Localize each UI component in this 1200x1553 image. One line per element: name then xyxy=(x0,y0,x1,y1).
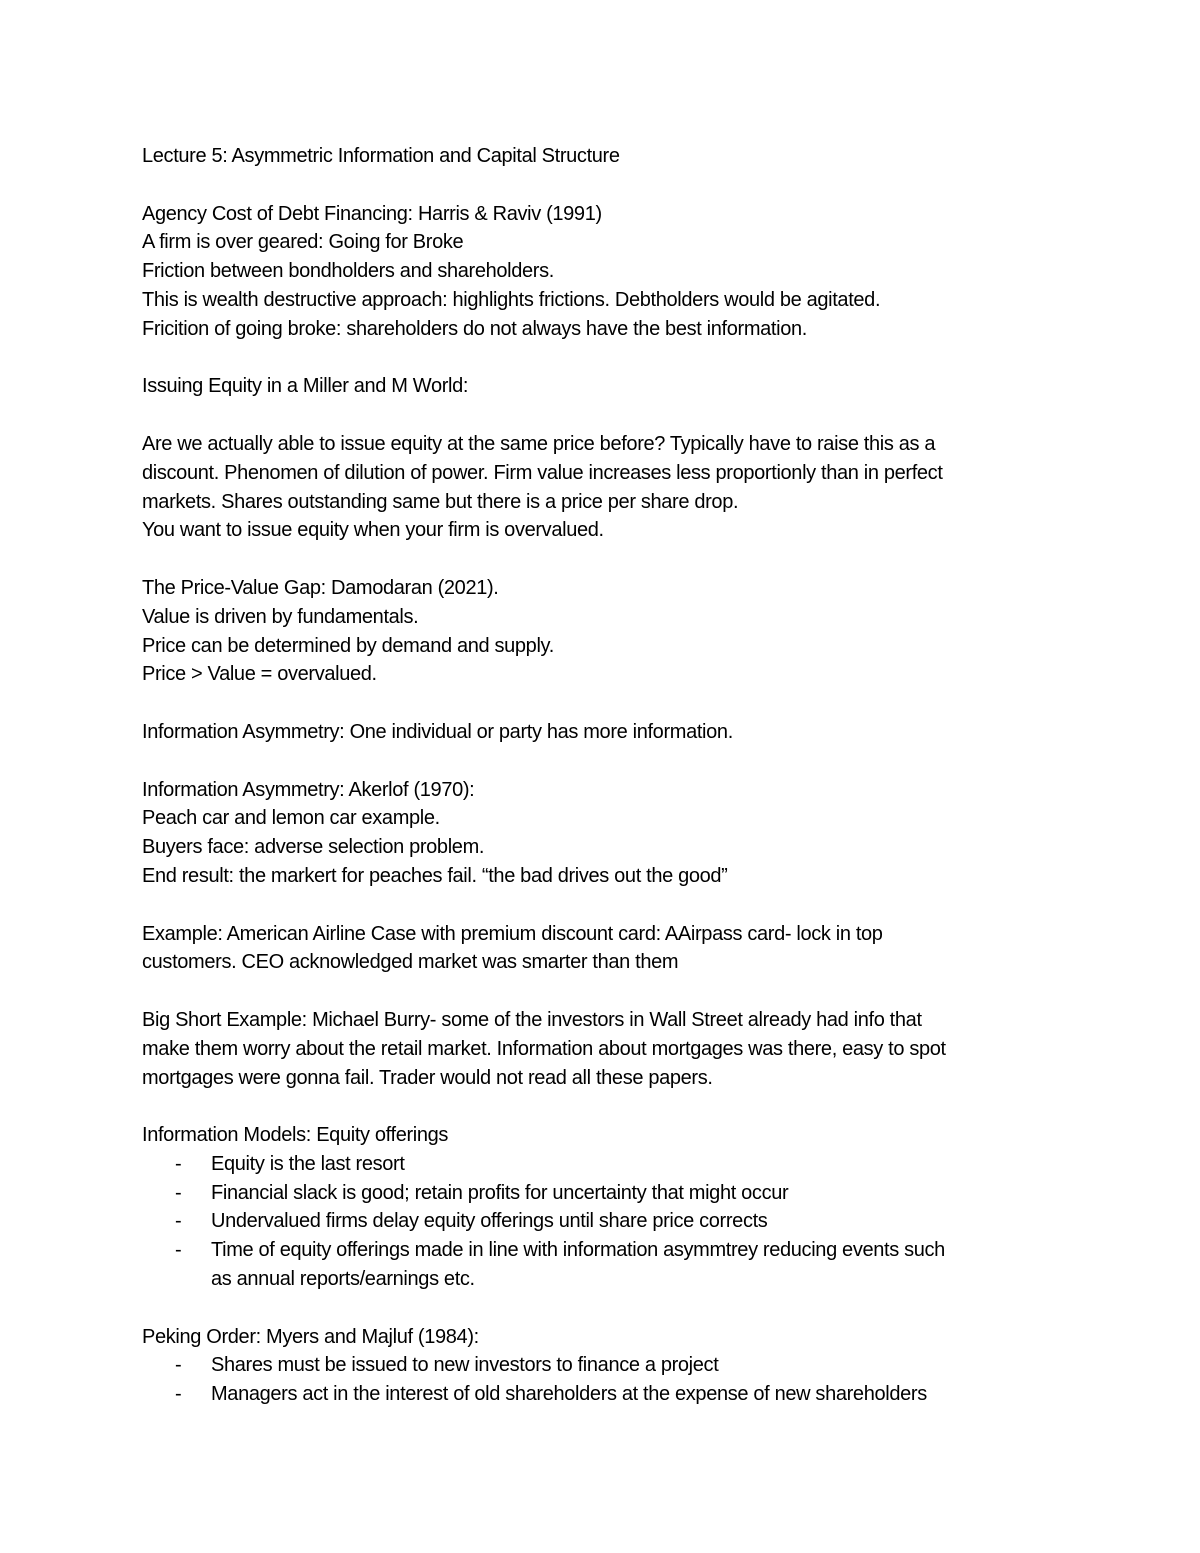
bullet-dash: - xyxy=(175,1152,182,1175)
list-item xyxy=(142,1207,1072,1236)
spacer xyxy=(142,977,1072,1006)
bullet-dash: - xyxy=(175,1239,182,1262)
list-item xyxy=(142,1150,1072,1179)
agency-line: A firm is over geared: Going for Broke xyxy=(142,231,464,254)
gap-heading: The Price-Value Gap: Damodaran (2021). xyxy=(142,576,499,599)
list-item-text: Equity is the last resort xyxy=(211,1152,405,1175)
gap-line: Value is driven by fundamentals. xyxy=(142,605,419,628)
gap-line: Price can be determined by demand and supply. xyxy=(142,634,554,657)
list-item-text: Shares must be issued to new investors to finance a project xyxy=(211,1354,719,1377)
issuing-para-line: discount. Phenomen of dilution of power. Firm value increases less proportionly than in perfect xyxy=(142,461,943,484)
list-item xyxy=(142,1351,1072,1380)
list-item-text: Undervalued firms delay equity offerings until share price corrects xyxy=(211,1210,768,1233)
spacer xyxy=(142,891,1072,920)
spacer xyxy=(142,689,1072,718)
bigshort-line: Big Short Example: Michael Burry- some of the investors in Wall Street already had info that xyxy=(142,1008,922,1031)
bullet-dash: - xyxy=(175,1383,182,1406)
spacer xyxy=(142,401,1072,430)
spacer xyxy=(142,1092,1072,1121)
gap-line: Price > Value = overvalued. xyxy=(142,663,377,686)
spacer xyxy=(142,1294,1072,1323)
spacer xyxy=(142,747,1072,776)
bullet-dash: - xyxy=(175,1210,182,1233)
models-heading: Information Models: Equity offerings xyxy=(142,1124,449,1147)
list-item xyxy=(142,1179,1072,1208)
asymmetry-definition: Information Asymmetry: One individual or party has more information. xyxy=(142,720,733,743)
issuing-para-line: markets. Shares outstanding same but there is a price per share drop. xyxy=(142,490,739,513)
bullet-dash: - xyxy=(175,1181,182,1204)
list-item-text: Financial slack is good; retain profits for uncertainty that might occur xyxy=(211,1181,789,1204)
spacer xyxy=(142,344,1072,373)
agency-line: Fricition of going broke: shareholders do not always have the best information. xyxy=(142,317,807,340)
bullet-dash: - xyxy=(175,1354,182,1377)
example-line: Example: American Airline Case with premium discount card: AAirpass card- lock in top xyxy=(142,922,883,945)
list-item xyxy=(142,1236,1072,1294)
spacer xyxy=(142,171,1072,200)
list-item-text-continued: as annual reports/earnings etc. xyxy=(211,1268,475,1291)
spacer xyxy=(142,545,1072,574)
example-line: customers. CEO acknowledged market was smarter than them xyxy=(142,951,679,974)
akerlof-heading: Information Asymmetry: Akerlof (1970): xyxy=(142,778,475,801)
issuing-para-line: You want to issue equity when your firm is overvalued. xyxy=(142,519,604,542)
agency-heading: Agency Cost of Debt Financing: Harris & Raviv (1991) xyxy=(142,202,602,225)
akerlof-line: Buyers face: adverse selection problem. xyxy=(142,836,485,859)
list-item xyxy=(142,1380,1072,1409)
bigshort-line: make them worry about the retail market. Information about mortgages was there, easy to spot xyxy=(142,1037,946,1060)
akerlof-line: Peach car and lemon car example. xyxy=(142,807,440,830)
peking-heading: Peking Order: Myers and Majluf (1984): xyxy=(142,1325,479,1348)
issuing-heading: Issuing Equity in a Miller and M World: xyxy=(142,375,469,398)
agency-line: Friction between bondholders and shareholders. xyxy=(142,260,554,283)
document-title: Lecture 5: Asymmetric Information and Capital Structure xyxy=(142,145,620,167)
list-item-text: Time of equity offerings made in line with information asymmtrey reducing events such xyxy=(211,1239,945,1262)
bigshort-line: mortgages were gonna fail. Trader would not read all these papers. xyxy=(142,1066,713,1089)
list-item-text: Managers act in the interest of old shareholders at the expense of new shareholders xyxy=(211,1383,927,1406)
issuing-para-line: Are we actually able to issue equity at the same price before? Typically have to raise this as a xyxy=(142,432,936,455)
document-page xyxy=(142,142,1072,1409)
agency-line: This is wealth destructive approach: highlights frictions. Debtholders would be agitated. xyxy=(142,288,881,311)
akerlof-line: End result: the markert for peaches fail. “the bad drives out the good” xyxy=(142,864,728,887)
